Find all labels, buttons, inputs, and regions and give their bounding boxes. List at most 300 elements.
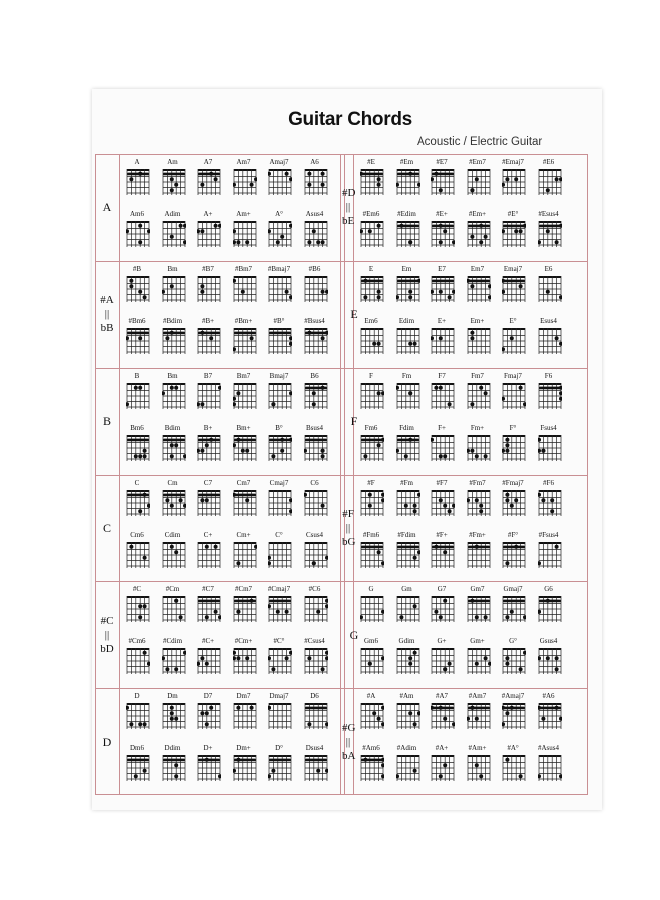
chord-diagram	[304, 489, 326, 515]
chord-name: G7	[437, 585, 447, 594]
chord-name: #Edim	[397, 210, 416, 218]
chord-name: Ddim	[164, 744, 181, 753]
chord-name: Bmaj7	[269, 371, 289, 380]
chord-name: #Bsus4	[304, 316, 325, 325]
chord-name: Fdim	[399, 423, 414, 432]
chord-diagram	[431, 434, 453, 460]
chord-diagram	[467, 382, 489, 408]
chord-name: Amaj7	[269, 158, 289, 166]
chord-name: F+	[438, 423, 446, 432]
chord-name: #B°	[273, 316, 285, 325]
chord-name: Bm	[167, 371, 178, 380]
chord-name: F6	[544, 371, 553, 380]
chord-diagram	[162, 275, 184, 301]
chord-name: #Emaj7	[502, 158, 524, 166]
chord-name: #Bmaj7	[267, 264, 291, 273]
chord-name: Fm6	[364, 423, 378, 432]
chord-diagram	[538, 434, 560, 460]
grid-horizontal-line	[95, 261, 588, 262]
chord-diagram	[467, 541, 489, 567]
chord-diagram	[396, 754, 418, 780]
chord-name: #Am6	[362, 744, 380, 753]
chord-name: Dmaj7	[269, 692, 289, 701]
chord-diagram	[467, 702, 489, 728]
chord-diagram	[233, 220, 255, 246]
chord-name: #Cmaj7	[267, 585, 291, 594]
chord-diagram	[396, 382, 418, 408]
chord-diagram	[538, 595, 560, 621]
row-label: #C || bD	[100, 614, 114, 655]
chord-diagram	[126, 220, 148, 246]
chord-diagram	[431, 220, 453, 246]
chord-diagram	[360, 275, 382, 301]
chord-name: C°	[275, 530, 283, 539]
chord-diagram	[304, 434, 326, 460]
chord-diagram	[502, 595, 524, 621]
chord-diagram	[233, 489, 255, 515]
chord-diagram	[197, 754, 219, 780]
chord-name: Gdim	[398, 637, 415, 646]
chord-name: #B7	[202, 264, 214, 273]
chord-name: #A°	[507, 744, 519, 753]
chord-name: Gm7	[470, 585, 485, 594]
chord-diagram	[360, 647, 382, 673]
chord-name: #Fm6	[362, 530, 380, 539]
chord-diagram	[197, 168, 219, 194]
chord-name: #E6	[542, 158, 555, 166]
chord-diagram	[268, 702, 290, 728]
grid-horizontal-line	[95, 475, 588, 476]
chord-diagram	[126, 541, 148, 567]
chord-diagram	[126, 327, 148, 353]
chord-name: #B+	[201, 316, 215, 325]
chord-name: D+	[203, 744, 213, 753]
chord-diagram	[431, 168, 453, 194]
chord-name: #B	[132, 264, 142, 273]
chord-diagram	[126, 754, 148, 780]
chord-diagram	[197, 220, 219, 246]
chord-diagram	[538, 541, 560, 567]
chord-diagram	[467, 220, 489, 246]
chord-name: Em7	[470, 264, 485, 273]
chord-name: #C°	[273, 637, 285, 646]
chord-diagram	[431, 647, 453, 673]
chord-name: B+	[203, 423, 213, 432]
chord-diagram	[502, 647, 524, 673]
chord-diagram	[233, 702, 255, 728]
chord-diagram	[360, 541, 382, 567]
chord-name: Dm+	[236, 744, 251, 753]
chord-name: Am7	[236, 158, 251, 166]
chord-diagram	[268, 220, 290, 246]
chord-diagram	[396, 595, 418, 621]
chord-diagram	[268, 754, 290, 780]
chord-diagram	[538, 754, 560, 780]
chord-name: Fmaj7	[504, 371, 522, 380]
chord-name: #Cm	[165, 585, 180, 594]
chord-name: Dm	[167, 692, 178, 701]
chord-name: D	[134, 692, 140, 701]
chord-diagram	[162, 541, 184, 567]
chord-diagram	[502, 489, 524, 515]
chord-name: #Esus4	[538, 210, 559, 218]
chord-name: F7	[438, 371, 446, 380]
chord-diagram	[538, 220, 560, 246]
chord-diagram	[502, 434, 524, 460]
chord-diagram	[197, 541, 219, 567]
chord-name: Em6	[364, 316, 378, 325]
chord-name: Gsus4	[539, 637, 558, 646]
chord-diagram	[538, 702, 560, 728]
chord-diagram	[396, 327, 418, 353]
chord-name: A+	[203, 210, 213, 218]
chord-diagram	[304, 702, 326, 728]
chord-name: Edim	[398, 316, 415, 325]
chord-name: Cm6	[130, 530, 144, 539]
chord-diagram	[396, 275, 418, 301]
chord-diagram	[431, 327, 453, 353]
chord-diagram	[197, 275, 219, 301]
chord-diagram	[126, 434, 148, 460]
chord-name: #Em6	[362, 210, 380, 218]
chord-name: #Am7	[468, 692, 487, 701]
chord-diagram	[431, 702, 453, 728]
row-label: #A || bB	[100, 294, 114, 335]
chord-diagram	[538, 382, 560, 408]
chord-diagram	[162, 754, 184, 780]
chord-diagram	[360, 327, 382, 353]
chord-name: C+	[203, 530, 213, 539]
chord-name: #Fdim	[397, 530, 416, 539]
chord-name: F	[369, 371, 373, 380]
chord-diagram	[396, 168, 418, 194]
chord-diagram	[233, 754, 255, 780]
chord-name: #F°	[507, 530, 519, 539]
chord-name: #Fm7	[469, 478, 486, 487]
chord-diagram	[467, 754, 489, 780]
chord-name: B7	[203, 371, 213, 380]
chord-name: #Em+	[468, 210, 487, 218]
chord-name: Cm7	[236, 478, 251, 487]
chord-name: G6	[544, 585, 553, 594]
chord-diagram	[467, 434, 489, 460]
chord-name: Cmaj7	[269, 478, 289, 487]
chord-diagram	[396, 220, 418, 246]
chord-diagram	[197, 647, 219, 673]
chord-name: Fm+	[470, 423, 485, 432]
chord-diagram	[304, 541, 326, 567]
chord-diagram	[304, 754, 326, 780]
chord-name: B6	[310, 371, 319, 380]
chord-name: D6	[310, 692, 319, 701]
chord-diagram	[268, 595, 290, 621]
chord-name: Em	[401, 264, 412, 273]
chord-name: Emaj7	[503, 264, 523, 273]
chord-name: #C6	[308, 585, 321, 594]
chord-name: Bm+	[236, 423, 251, 432]
chord-name: A	[134, 158, 140, 166]
chord-diagram	[268, 168, 290, 194]
chord-name: #Csus4	[304, 637, 325, 646]
chord-diagram	[467, 595, 489, 621]
chord-name: D°	[275, 744, 283, 753]
chord-name: Bdim	[164, 423, 181, 432]
chord-diagram	[360, 754, 382, 780]
chord-name: A7	[203, 158, 213, 166]
chord-diagram	[304, 647, 326, 673]
chord-name: #F	[367, 478, 375, 487]
row-label: #F || bG	[342, 507, 356, 548]
chord-name: #C	[132, 585, 142, 594]
chord-diagram	[197, 382, 219, 408]
chord-diagram	[431, 541, 453, 567]
chord-diagram	[233, 275, 255, 301]
chord-name: #E	[367, 158, 375, 166]
chord-name: #Bdim	[162, 316, 183, 325]
chord-diagram	[162, 327, 184, 353]
chord-name: Asus4	[305, 210, 324, 218]
chord-name: Adim	[164, 210, 181, 218]
chord-name: #Em	[399, 158, 414, 166]
chord-diagram	[538, 647, 560, 673]
chord-diagram	[304, 327, 326, 353]
chord-diagram	[126, 647, 148, 673]
chord-name: C7	[203, 478, 213, 487]
chord-diagram	[233, 434, 255, 460]
chord-diagram	[502, 382, 524, 408]
chord-name: C6	[310, 478, 319, 487]
chord-diagram	[502, 220, 524, 246]
chord-name: #F7	[436, 478, 448, 487]
chord-name: Fsus4	[540, 423, 557, 432]
grid-horizontal-line	[95, 368, 588, 369]
chord-name: #Am	[399, 692, 414, 701]
chord-name: A°	[275, 210, 283, 218]
chord-diagram	[162, 220, 184, 246]
chord-diagram	[304, 382, 326, 408]
chord-diagram	[126, 702, 148, 728]
chord-diagram	[126, 168, 148, 194]
chord-diagram	[360, 489, 382, 515]
chord-diagram	[502, 702, 524, 728]
chord-name: Dsus4	[305, 744, 324, 753]
chord-name: #E°	[507, 210, 519, 218]
chord-name: #Fm	[400, 478, 413, 487]
chord-name: #F+	[436, 530, 448, 539]
chord-diagram	[502, 168, 524, 194]
chord-diagram	[467, 489, 489, 515]
chord-diagram	[360, 434, 382, 460]
chord-diagram	[431, 754, 453, 780]
chord-diagram	[360, 382, 382, 408]
chord-name: #Bm+	[234, 316, 253, 325]
chord-name: E	[368, 264, 374, 273]
grid-horizontal-line	[95, 581, 588, 582]
chord-diagram	[396, 702, 418, 728]
grid-horizontal-line	[95, 688, 588, 689]
chord-diagram	[268, 275, 290, 301]
chord-diagram	[360, 220, 382, 246]
chord-name: #A	[366, 692, 376, 701]
chord-name: #Amaj7	[501, 692, 525, 701]
chord-name: #Cm7	[234, 585, 253, 594]
chord-diagram	[396, 647, 418, 673]
chord-name: #Bm6	[128, 316, 146, 325]
row-label: F	[350, 414, 358, 429]
chord-name: G	[368, 585, 374, 594]
chord-name: Cdim	[164, 530, 181, 539]
chord-diagram	[162, 489, 184, 515]
chord-name: #Cm6	[128, 637, 146, 646]
chord-diagram	[431, 275, 453, 301]
chord-diagram	[268, 489, 290, 515]
chord-diagram	[233, 382, 255, 408]
chord-name: Bm	[167, 264, 178, 273]
chord-name: A6	[310, 158, 319, 166]
chord-diagram	[197, 702, 219, 728]
chord-name: Gmaj7	[503, 585, 523, 594]
poster-subtitle: Acoustic / Electric Guitar	[417, 136, 543, 148]
chord-diagram	[360, 702, 382, 728]
chord-name: Dm7	[236, 692, 251, 701]
chord-name: #Asus4	[537, 744, 559, 753]
chord-diagram	[268, 647, 290, 673]
row-label: D	[102, 734, 112, 749]
chord-name: Am+	[236, 210, 251, 218]
chord-diagram	[304, 220, 326, 246]
chord-diagram	[467, 647, 489, 673]
chord-name: G°	[509, 637, 517, 646]
chord-diagram	[233, 327, 255, 353]
poster-title: Guitar Chords	[288, 109, 412, 130]
chord-diagram	[467, 275, 489, 301]
chord-name: #Em7	[469, 158, 486, 166]
chord-diagram	[126, 275, 148, 301]
chord-name: Bm6	[130, 423, 144, 432]
chord-diagram	[396, 489, 418, 515]
chord-name: #E+	[436, 210, 448, 218]
chord-name: Em+	[470, 316, 485, 325]
chord-name: Gm6	[364, 637, 378, 646]
chord-diagram	[197, 489, 219, 515]
chord-diagram	[396, 541, 418, 567]
chord-name: E+	[437, 316, 447, 325]
chord-diagram	[268, 327, 290, 353]
chord-diagram	[126, 595, 148, 621]
chord-name: Cm+	[236, 530, 251, 539]
chord-name: Gm	[401, 585, 412, 594]
chord-diagram	[162, 702, 184, 728]
chord-name: E6	[544, 264, 553, 273]
chord-name: E7	[438, 264, 446, 273]
chord-diagram	[197, 327, 219, 353]
chord-name: B°	[275, 423, 283, 432]
chord-name: #F6	[543, 478, 554, 487]
chord-name: F°	[509, 423, 517, 432]
chord-diagram	[162, 168, 184, 194]
chord-diagram	[431, 382, 453, 408]
chord-diagram	[233, 168, 255, 194]
row-label: E	[350, 307, 358, 322]
chord-diagram	[233, 595, 255, 621]
chord-diagram	[304, 275, 326, 301]
chord-name: #E7	[436, 158, 448, 166]
chord-diagram	[162, 382, 184, 408]
chord-name: Fm	[401, 371, 412, 380]
chord-name: #A+	[435, 744, 449, 753]
chord-name: C	[134, 478, 140, 487]
chord-diagram	[360, 168, 382, 194]
chord-diagram	[538, 327, 560, 353]
chord-name: Am	[167, 158, 178, 166]
chord-name: #C7	[202, 585, 214, 594]
chord-diagram	[126, 489, 148, 515]
row-label: B	[102, 414, 111, 429]
chord-name: #Adim	[396, 744, 417, 753]
chord-name: #A6	[542, 692, 555, 701]
chord-diagram	[268, 434, 290, 460]
chord-name: Bm7	[236, 371, 251, 380]
chord-name: Bsus4	[305, 423, 324, 432]
chord-name: #B6	[308, 264, 321, 273]
chord-diagram	[360, 595, 382, 621]
chord-diagram	[197, 595, 219, 621]
chord-diagram	[197, 434, 219, 460]
chord-name: #Fm+	[469, 530, 486, 539]
chord-name: #A7	[435, 692, 449, 701]
chord-poster	[92, 89, 602, 810]
chord-name: Gm+	[470, 637, 485, 646]
row-label: G	[349, 627, 359, 642]
chord-diagram	[467, 168, 489, 194]
row-label: A	[102, 200, 112, 215]
chord-name: G+	[437, 637, 447, 646]
chord-name: Cm	[167, 478, 178, 487]
chord-name: E°	[509, 316, 517, 325]
chord-diagram	[538, 168, 560, 194]
chord-name: B	[134, 371, 140, 380]
chord-name: Am6	[130, 210, 144, 218]
chord-name: Fm7	[471, 371, 484, 380]
chord-name: #Fsus4	[538, 530, 559, 539]
row-label: #G || bA	[342, 721, 356, 762]
chord-name: Esus4	[540, 316, 557, 325]
chord-diagram	[162, 595, 184, 621]
chord-diagram	[538, 275, 560, 301]
chord-name: D7	[203, 692, 213, 701]
chord-name: Dm6	[130, 744, 144, 753]
chord-name: #Cm+	[234, 637, 253, 646]
chord-name: Csus4	[305, 530, 324, 539]
row-label: C	[102, 520, 111, 535]
chord-name: #Cdim	[162, 637, 183, 646]
chord-diagram	[162, 647, 184, 673]
chord-diagram	[502, 541, 524, 567]
chord-diagram	[502, 327, 524, 353]
chord-diagram	[233, 647, 255, 673]
chord-diagram	[467, 327, 489, 353]
chord-diagram	[502, 754, 524, 780]
chord-diagram	[304, 168, 326, 194]
chord-diagram	[431, 489, 453, 515]
chord-name: #Bm7	[234, 264, 253, 273]
chord-diagram	[126, 382, 148, 408]
chord-name: #C+	[201, 637, 215, 646]
chord-diagram	[396, 434, 418, 460]
chord-diagram	[162, 434, 184, 460]
chord-diagram	[268, 541, 290, 567]
chord-diagram	[538, 489, 560, 515]
